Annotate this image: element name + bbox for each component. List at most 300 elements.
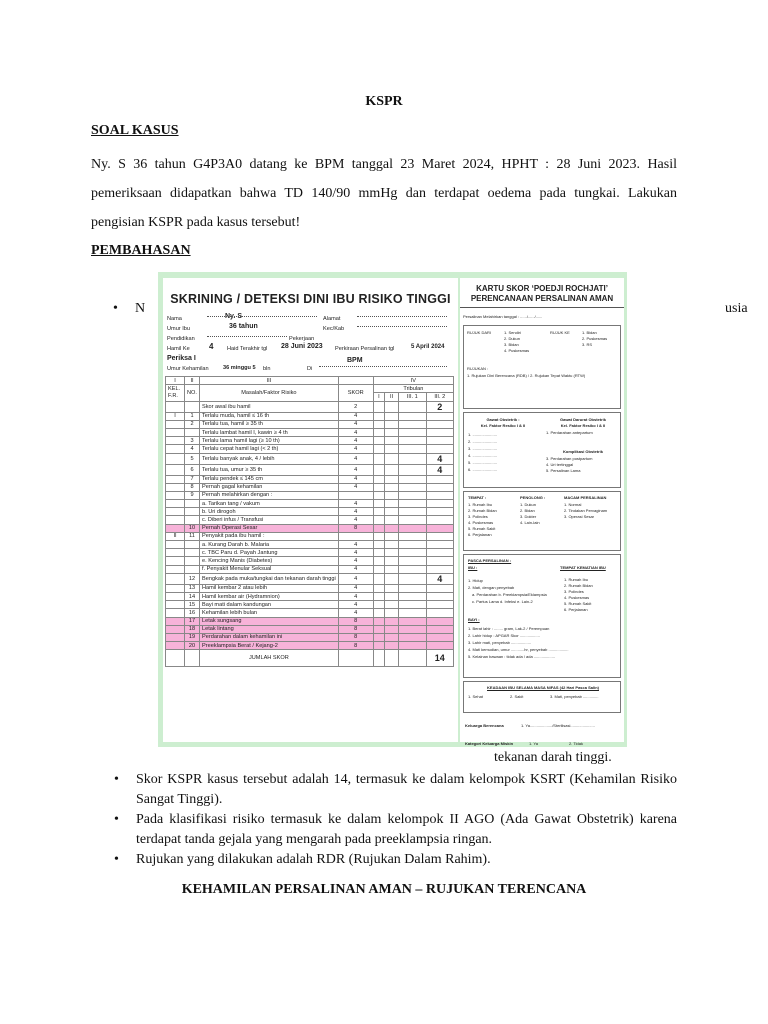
risk-kel bbox=[166, 584, 185, 592]
tribulan-cell bbox=[385, 565, 399, 573]
tribulan-cell bbox=[385, 532, 399, 540]
tribulan-cell bbox=[399, 592, 426, 600]
risk-factor: Skor awal ibu hamil bbox=[200, 401, 339, 412]
alamat-label: Alamat bbox=[323, 316, 341, 322]
tribulan-cell bbox=[399, 516, 426, 524]
risk-row bbox=[166, 464, 454, 475]
bayi-item: 5. Kelainan bawaan : tidak ada / ada ................... bbox=[468, 654, 555, 659]
tribulan-cell bbox=[399, 617, 426, 625]
risk-factor: Kehamilan lebih bulan bbox=[200, 609, 339, 617]
risk-no: 12 bbox=[185, 573, 200, 584]
risk-row bbox=[166, 601, 454, 609]
soal-line-2: pemeriksaan didapatkan bahwa TD 140/90 mmHg dan terdapat oedema pada tungkai. Lakukan bbox=[91, 186, 677, 201]
bullet-3-text: Pada klasifikasi risiko termasuk ke dalam kelompok II AGO (Ada Gawat Obstetrik) karena terdapat tanda gejala yang mengarah pada preeklampsia ringan. bbox=[136, 812, 677, 847]
nama-value: Ny. S bbox=[225, 313, 242, 320]
risk-skor: 4 bbox=[338, 584, 373, 592]
col-sub: NO. bbox=[185, 385, 200, 401]
tribulan-cell bbox=[399, 549, 426, 557]
jumlah-label: JUMLAH SKOR bbox=[200, 650, 339, 667]
risk-skor: 8 bbox=[338, 625, 373, 633]
risk-skor: 4 bbox=[338, 601, 373, 609]
kematian-item: 1. Rumah Ibu bbox=[564, 577, 589, 582]
risk-kel bbox=[166, 428, 185, 436]
kel-fr-2: Kel. Faktor Resiko I & II bbox=[560, 423, 606, 428]
tribulan-cell bbox=[399, 508, 426, 516]
page-title: KSPR bbox=[365, 94, 403, 109]
risk-skor: 4 bbox=[338, 508, 373, 516]
risk-kel bbox=[166, 541, 185, 549]
risk-factor: Terlalu lambat hamil I, kawin ≥ 4 th bbox=[200, 428, 339, 436]
risk-kel: I bbox=[166, 412, 185, 420]
bayi-item: 1. Berat lahir : ........ gram, Lak-2 / Perempuan bbox=[468, 626, 550, 631]
risk-skor: 4 bbox=[338, 549, 373, 557]
rujuk-dari-item: 2. Dukun bbox=[504, 336, 521, 341]
soal-heading: SOAL KASUS bbox=[91, 123, 179, 138]
card-rencana: Persalinan Melahirkan tanggal : ....../....../...... bbox=[463, 314, 543, 319]
tribulan-cell bbox=[399, 625, 426, 633]
keadaan-box bbox=[463, 681, 621, 713]
gawat-box bbox=[463, 412, 621, 488]
kb-value: 1. Ya..................../Sterilisasi...................... bbox=[521, 723, 595, 728]
risk-no: 3 bbox=[185, 437, 200, 445]
tempat-item: 6. Perjalanan bbox=[468, 532, 492, 537]
tribulan-cell bbox=[399, 428, 426, 436]
col-head: III bbox=[200, 377, 339, 385]
tribulan-mark bbox=[426, 532, 453, 540]
tribulan-cell bbox=[399, 475, 426, 483]
risk-row bbox=[166, 625, 454, 633]
bayi-item: 3. Lahir mati, penyebab .................. bbox=[468, 640, 531, 645]
tribulan-cell bbox=[399, 453, 426, 464]
keadaan-item: 3. Mati, penyebab .............. bbox=[550, 694, 599, 699]
tribulan-cell bbox=[385, 609, 399, 617]
komplikasi: Komplikasi Obstetrik bbox=[562, 449, 603, 454]
tribulan-cell bbox=[385, 508, 399, 516]
risk-factor: Pernah Operasi Sesar bbox=[200, 524, 339, 532]
tribulan-mark bbox=[426, 524, 453, 532]
rujuk-ke-item: 3. RS bbox=[582, 342, 593, 347]
umur-kehamilan-value: 36 minggu 5 bbox=[223, 365, 256, 371]
umur-value: 36 tahun bbox=[229, 323, 258, 330]
risk-factor: Terlalu banyak anak, 4 / lebih bbox=[200, 453, 339, 464]
tribulan-cell bbox=[373, 428, 384, 436]
tribulan-mark bbox=[426, 412, 453, 420]
risk-no: 18 bbox=[185, 625, 200, 633]
risk-no bbox=[185, 500, 200, 508]
risk-factor: c. Diberi infus / Transfusi bbox=[200, 516, 339, 524]
komplikasi-list bbox=[546, 456, 592, 474]
tempat-item: 4. Puskesmas bbox=[468, 520, 494, 525]
risk-skor: 4 bbox=[338, 483, 373, 491]
komplikasi-item: 5. Persalinan Lama bbox=[546, 468, 581, 473]
tribulan-cell bbox=[399, 565, 426, 573]
tribulan-cell bbox=[373, 516, 384, 524]
risk-skor: 4 bbox=[338, 464, 373, 475]
risk-no: 19 bbox=[185, 633, 200, 641]
tribulan-cell bbox=[373, 549, 384, 557]
kspr-form-image bbox=[158, 272, 627, 747]
risk-row bbox=[166, 524, 454, 532]
risk-no: 4 bbox=[185, 445, 200, 453]
perdarahan: 1. Perdarahan antepartum bbox=[546, 430, 593, 435]
risk-row bbox=[166, 445, 454, 453]
rujuk-ke-list bbox=[582, 330, 607, 348]
risk-skor: 4 bbox=[338, 609, 373, 617]
risk-skor: 4 bbox=[338, 453, 373, 464]
risk-factor: e. Kencing Manis (Diabetes) bbox=[200, 557, 339, 565]
pasca-label: PASCA PERSALINAN : bbox=[468, 558, 512, 563]
ibu-list bbox=[468, 577, 547, 605]
rujukan-label: RUJUKAN : bbox=[467, 366, 489, 371]
tribulan-cell bbox=[373, 437, 384, 445]
tribulan-cell bbox=[373, 557, 384, 565]
tribulan-cell bbox=[385, 617, 399, 625]
tribulan-cell bbox=[385, 428, 399, 436]
risk-kel bbox=[166, 420, 185, 428]
risk-kel bbox=[166, 642, 185, 650]
risk-row bbox=[166, 491, 454, 499]
risk-skor: 4 bbox=[338, 592, 373, 600]
tribulan-mark bbox=[426, 437, 453, 445]
tribulan-cell bbox=[373, 524, 384, 532]
risk-row bbox=[166, 592, 454, 600]
bullet-1-start: N bbox=[135, 301, 146, 316]
kematian-item: 3. Polindes bbox=[564, 589, 584, 594]
jumlah-value: 14 bbox=[426, 650, 453, 667]
risk-no bbox=[185, 549, 200, 557]
risk-row bbox=[166, 633, 454, 641]
risk-factor: Perdarahan dalam kehamilan ini bbox=[200, 633, 339, 641]
tempat-item: 5. Rumah Sakit bbox=[468, 526, 496, 531]
tribulan-cell bbox=[373, 412, 384, 420]
bln-label: bln bbox=[263, 366, 271, 372]
risk-skor: 4 bbox=[338, 516, 373, 524]
tribulan-cell bbox=[399, 573, 426, 584]
tribulan-mark bbox=[426, 491, 453, 499]
risk-skor: 4 bbox=[338, 445, 373, 453]
bayi-label: BAYI : bbox=[468, 617, 480, 622]
risk-row bbox=[166, 642, 454, 650]
tribulan-cell bbox=[373, 565, 384, 573]
tribulan-mark bbox=[426, 420, 453, 428]
tribulan-cell bbox=[373, 475, 384, 483]
risk-no: 13 bbox=[185, 584, 200, 592]
tribulan-cell bbox=[385, 445, 399, 453]
risk-kel bbox=[166, 445, 185, 453]
tribulan-cell bbox=[373, 483, 384, 491]
tribulan-mark bbox=[426, 475, 453, 483]
tribulan-mark bbox=[426, 445, 453, 453]
risk-factor: Preeklampsia Berat / Kejang-2 bbox=[200, 642, 339, 650]
risk-row bbox=[166, 453, 454, 464]
miskin-tidak: 2. Tidak bbox=[569, 741, 584, 746]
tribulan-cell bbox=[373, 401, 384, 412]
tempat-item: 2. Rumah Bidan bbox=[468, 508, 497, 513]
tribulan-mark: 2 bbox=[426, 401, 453, 412]
tribulan-cell bbox=[399, 401, 426, 412]
risk-factor: c. TBC Paru d. Payah Jantung bbox=[200, 549, 339, 557]
col-sub: KEL. F.R. bbox=[166, 385, 185, 401]
bpm-value: BPM bbox=[347, 357, 363, 364]
kematian-item: 2. Rumah Bidan bbox=[564, 583, 593, 588]
bullet-dot: • bbox=[114, 852, 119, 867]
penolong-list bbox=[520, 502, 540, 526]
risk-factor: Terlalu tua, umur ≥ 35 th bbox=[200, 464, 339, 475]
umur-kehamilan-label: Umur Kehamilan bbox=[167, 366, 209, 372]
tribulan-cell bbox=[385, 549, 399, 557]
risk-kel bbox=[166, 601, 185, 609]
penolong-label: PENOLONG : bbox=[520, 495, 546, 500]
tribulan-cell bbox=[385, 401, 399, 412]
tribulan-head: I bbox=[373, 393, 384, 401]
komplikasi-item: 4. Uri tertinggal bbox=[546, 462, 574, 467]
tribulan-cell bbox=[399, 584, 426, 592]
risk-no bbox=[185, 541, 200, 549]
risk-no bbox=[185, 401, 200, 412]
tribulan-cell bbox=[373, 625, 384, 633]
risk-no bbox=[185, 565, 200, 573]
rujuk-ke-item: 1. Bidan bbox=[582, 330, 597, 335]
tribulan-cell bbox=[399, 524, 426, 532]
pasca-box bbox=[463, 554, 621, 678]
kematian-item: 6. Perjalanan bbox=[564, 607, 588, 612]
risk-skor: 4 bbox=[338, 557, 373, 565]
risk-kel bbox=[166, 483, 185, 491]
risk-skor: 8 bbox=[338, 617, 373, 625]
footer-heading: KEHAMILAN PERSALINAN AMAN – RUJUKAN TERENCANA bbox=[181, 882, 587, 897]
risk-skor: 4 bbox=[338, 428, 373, 436]
tempat-item: 1. Rumah Ibu bbox=[468, 502, 493, 507]
periksa-label: Periksa I bbox=[167, 355, 196, 362]
risk-factor: Hamil kembar air (Hydramnion) bbox=[200, 592, 339, 600]
risk-factor: Bengkak pada muka/tungkai dan tekanan darah tinggi bbox=[200, 573, 339, 584]
tribulan-cell bbox=[399, 633, 426, 641]
risk-kel bbox=[166, 573, 185, 584]
tribulan-mark bbox=[426, 609, 453, 617]
kel-fr: Kel. Faktor Resiko I & II bbox=[480, 423, 526, 428]
risk-skor bbox=[338, 491, 373, 499]
risk-skor: 4 bbox=[338, 420, 373, 428]
risk-factor: Terlalu pendek ≤ 145 cm bbox=[200, 475, 339, 483]
gawat-list: 1. ...................... 2. ...................... 3. ...................... 4. ...................... 5. ...................... 6. ...................... bbox=[468, 432, 497, 472]
keckab-label: Kec/Kab bbox=[323, 326, 345, 332]
bullet-dot: • bbox=[114, 812, 119, 827]
risk-no: 5 bbox=[185, 453, 200, 464]
tribulan-cell bbox=[373, 491, 384, 499]
risk-factor: Pernah melahirkan dengan : bbox=[200, 491, 339, 499]
col-sub: Masalah/Faktor Risiko bbox=[200, 385, 339, 401]
macam-item: 2. Tindakan Pervaginam bbox=[564, 508, 608, 513]
tribulan-cell bbox=[385, 420, 399, 428]
tribulan-cell bbox=[385, 584, 399, 592]
tribulan-cell bbox=[385, 453, 399, 464]
tribulan-mark bbox=[426, 633, 453, 641]
bayi-item: 2. Lahir hidup : APGAR Skor .................. bbox=[468, 633, 540, 638]
keadaan-item: 1. Sehat bbox=[468, 694, 483, 699]
tribulan-cell bbox=[399, 420, 426, 428]
rujuk-dari-label: RUJUK DARI bbox=[467, 330, 492, 335]
tribulan-cell bbox=[385, 592, 399, 600]
bullet-3 bbox=[114, 810, 677, 850]
tribulan-cell bbox=[373, 584, 384, 592]
tribulan-mark bbox=[426, 541, 453, 549]
bullet-dot: • bbox=[113, 301, 118, 316]
risk-row bbox=[166, 420, 454, 428]
risk-kel bbox=[166, 524, 185, 532]
tribulan-mark bbox=[426, 601, 453, 609]
tribulan-cell bbox=[373, 420, 384, 428]
risk-skor: 8 bbox=[338, 633, 373, 641]
kematian-list bbox=[564, 577, 593, 613]
tribulan-cell bbox=[385, 437, 399, 445]
risk-kel bbox=[166, 592, 185, 600]
risk-kel bbox=[166, 625, 185, 633]
tempat-item: 3. Polindes bbox=[468, 514, 488, 519]
risk-skor: 4 bbox=[338, 500, 373, 508]
bullet-1 bbox=[113, 299, 146, 319]
komplikasi-item: 3. Perdarahan postpartum bbox=[546, 456, 593, 461]
card-heading-1: KARTU SKOR ‘POEDJI ROCHJATI’ bbox=[476, 284, 608, 293]
ibu-item: a. Perdarahan b. Preeklampsia/Eklampsia bbox=[472, 592, 547, 597]
risk-factor: Pernah gagal kehamilan bbox=[200, 483, 339, 491]
tribulan-cell bbox=[373, 445, 384, 453]
tribulan-mark bbox=[426, 617, 453, 625]
tribulan-cell bbox=[399, 642, 426, 650]
kematian-item: 5. Rumah Sakit bbox=[564, 601, 592, 606]
macam-item: 3. Operasi Sesar bbox=[564, 514, 595, 519]
miskin-ya: 1. Ya bbox=[529, 741, 538, 746]
pekerjaan-label: Pekerjaan bbox=[289, 336, 315, 342]
risk-row bbox=[166, 557, 454, 565]
tribulan-cell bbox=[373, 642, 384, 650]
tribulan-cell bbox=[373, 633, 384, 641]
rujuk-ke-item: 2. Puskesmas bbox=[582, 336, 608, 341]
tribulan-head: III. 1 bbox=[399, 393, 426, 401]
risk-row bbox=[166, 565, 454, 573]
risk-factor: Letak lintang bbox=[200, 625, 339, 633]
tribulan-cell bbox=[385, 557, 399, 565]
risk-kel bbox=[166, 617, 185, 625]
soal-line-1: Ny. S 36 tahun G4P3A0 datang ke BPM tanggal 23 Maret 2024, HPHT : 28 Juni 2023. Hasil bbox=[91, 157, 677, 172]
tribulan-cell bbox=[373, 609, 384, 617]
risk-kel bbox=[166, 464, 185, 475]
risk-kel bbox=[166, 633, 185, 641]
risk-row bbox=[166, 541, 454, 549]
skrining-form bbox=[163, 278, 458, 742]
bayi-item: 4. Mati kemudian, umur ............hr, penyebab .................. bbox=[468, 647, 569, 652]
risk-kel bbox=[166, 453, 185, 464]
kartu-skor bbox=[460, 278, 624, 746]
rujuk-dari-list bbox=[504, 330, 529, 354]
bayi-list bbox=[468, 625, 569, 660]
risk-row bbox=[166, 573, 454, 584]
risk-skor: 4 bbox=[338, 541, 373, 549]
bullet-1-tail: tekanan darah tinggi. bbox=[494, 750, 612, 765]
tribulan-cell bbox=[373, 464, 384, 475]
risk-no: 15 bbox=[185, 601, 200, 609]
tribulan-cell bbox=[385, 475, 399, 483]
risk-kel: II bbox=[166, 532, 185, 540]
soal-line-3: pengisian KSPR pada kasus tersebut! bbox=[91, 215, 301, 230]
haid-value: 28 Juni 2023 bbox=[281, 343, 323, 350]
risk-factor: Terlalu cepat hamil lagi (< 2 th) bbox=[200, 445, 339, 453]
tribulan-cell bbox=[399, 491, 426, 499]
risk-skor: 8 bbox=[338, 524, 373, 532]
risk-factor: Letak sungsang bbox=[200, 617, 339, 625]
umur-label: Umur Ibu bbox=[167, 326, 191, 332]
tribulan-cell bbox=[385, 625, 399, 633]
risk-skor: 4 bbox=[338, 565, 373, 573]
col-sub: SKOR bbox=[338, 385, 373, 401]
tribulan-head: II bbox=[385, 393, 399, 401]
macam-list bbox=[564, 502, 607, 520]
hamil-value: 4 bbox=[209, 342, 214, 351]
risk-no: 2 bbox=[185, 420, 200, 428]
tribulan-mark bbox=[426, 565, 453, 573]
bullet-2 bbox=[114, 770, 677, 810]
risk-skor: 4 bbox=[338, 412, 373, 420]
perkiraan-value: 5 April 2024 bbox=[411, 344, 445, 350]
hamil-label: Hamil Ke bbox=[167, 346, 190, 352]
risk-no: 20 bbox=[185, 642, 200, 650]
risk-row bbox=[166, 428, 454, 436]
risk-row bbox=[166, 532, 454, 540]
ibu-item: c. Partus Lama d. Infeksi e. Lain-2 bbox=[472, 599, 533, 604]
miskin-label: Kategori Keluarga Miskin bbox=[465, 741, 514, 746]
haid-label: Haid Terakhir tgl bbox=[227, 346, 268, 352]
risk-kel bbox=[166, 609, 185, 617]
risk-row bbox=[166, 437, 454, 445]
risk-no: 10 bbox=[185, 524, 200, 532]
risk-row bbox=[166, 617, 454, 625]
tribulan-cell bbox=[385, 524, 399, 532]
risk-no: 11 bbox=[185, 532, 200, 540]
rujukan-items: 1. Rujukan Dini Berencana (RDB) / 2. Rujukan Tepat Waktu (RTW) bbox=[467, 373, 586, 378]
bullet-4 bbox=[114, 850, 677, 870]
risk-row bbox=[166, 516, 454, 524]
tribulan-mark: 4 bbox=[426, 453, 453, 464]
tribulan-cell bbox=[385, 412, 399, 420]
tribulan-cell bbox=[373, 532, 384, 540]
macam-label: MACAM PERSALINAN bbox=[564, 495, 607, 500]
tribulan-mark bbox=[426, 508, 453, 516]
risk-kel bbox=[166, 565, 185, 573]
risk-factor: f. Penyakit Menular Seksual bbox=[200, 565, 339, 573]
col-head: I bbox=[166, 377, 185, 385]
tempat-label: TEMPAT : bbox=[468, 495, 487, 500]
perkiraan-label: Perkiraan Persalinan tgl bbox=[335, 346, 395, 352]
tribulan-mark: 4 bbox=[426, 573, 453, 584]
penolong-item: 4. Lain-lain bbox=[520, 520, 540, 525]
col-sub: Tribulan bbox=[373, 385, 453, 393]
tribulan-cell bbox=[385, 491, 399, 499]
tribulan-cell bbox=[399, 445, 426, 453]
penolong-item: 1. Dukun bbox=[520, 502, 537, 507]
bullet-dot: • bbox=[114, 772, 119, 787]
risk-row bbox=[166, 508, 454, 516]
tribulan-mark bbox=[426, 483, 453, 491]
tribulan-mark bbox=[426, 642, 453, 650]
tribulan-cell bbox=[373, 617, 384, 625]
tribulan-cell bbox=[399, 437, 426, 445]
bullet-4-text: Rujukan yang dilakukan adalah RDR (Rujukan Dalam Rahim). bbox=[136, 852, 491, 867]
tribulan-cell bbox=[385, 601, 399, 609]
kb-label: Keluarga Berencana bbox=[465, 723, 504, 728]
keadaan-label: KEADAAN IBU SELAMA MASA NIFAS (42 Hari Pasca Salin) bbox=[487, 685, 599, 690]
tribulan-cell bbox=[385, 464, 399, 475]
risk-kel bbox=[166, 549, 185, 557]
rujuk-ke-label: RUJUK KE bbox=[550, 330, 570, 335]
